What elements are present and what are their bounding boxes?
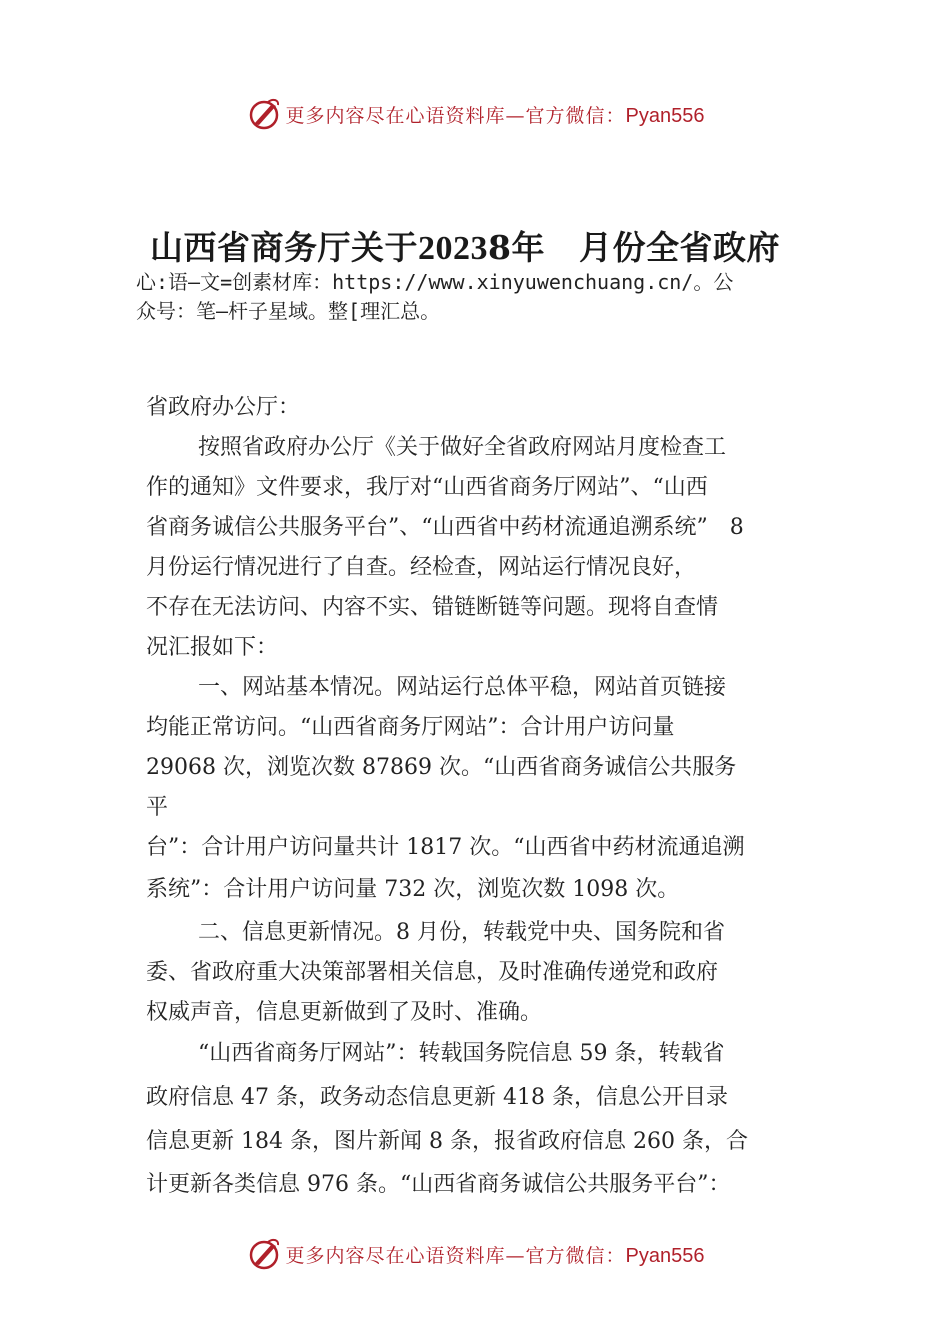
paragraph-line: 权威声音，信息更新做到了及时、准确。 [146,1000,543,1025]
paragraph-line: 计更新各类信息 976 条。“山西省商务诚信公共服务平台”： [146,1172,731,1197]
paragraph-line: 信息更新 184 条，图片新闻 8 条，报省政府信息 260 条，合 [146,1129,748,1154]
salutation: 省政府办公厅： [146,395,301,420]
source-note-line: 心:语—文=创素材库：https://www.xinyuwenchuang.cn/。公 [136,270,734,294]
source-note [136,268,826,326]
paragraph-line: 省商务诚信公共服务平台”、“山西省中药材流通追溯系统” 8 [146,515,744,540]
paragraph-line: 一、网站基本情况。网站运行总体平稳，网站首页链接 [198,675,727,700]
pen-logo-icon [246,1236,282,1272]
paragraph-line: 平 [146,795,169,820]
header-watermark-banner [0,94,950,134]
paragraph-line: 政府信息 47 条，政务动态信息更新 418 条，信息公开目录 [146,1085,728,1110]
source-note-line: 众号：笔—杆子星域。整[理汇总。 [136,299,441,323]
banner-text: 更多内容尽在心语资料库—官方微信：Pyan556 [285,1244,705,1267]
paragraph-line: 均能正常访问。“山西省商务厅网站”：合计用户访问量 [146,715,675,740]
paragraph-line: 系统”：合计用户访问量 732 次，浏览次数 1098 次。 [146,877,680,902]
paragraph-line: 按照省政府办公厅《关于做好全省政府网站月度检查工 [198,435,727,460]
paragraph-line: 29068 次，浏览次数 87869 次。“山西省商务诚信公共服务 [146,755,737,780]
paragraph-line: “山西省商务厅网站”：转载国务院信息 59 条，转载省 [198,1041,725,1066]
footer-watermark-banner [0,1234,950,1274]
paragraph-line: 月份运行情况进行了自查。经检查，网站运行情况良好， [146,555,697,580]
document-title: 山西省商务厅关于20238年 月份全省政府 [150,228,780,267]
paragraph-line: 作的通知》文件要求，我厅对“山西省商务厅网站”、“山西 [146,475,708,500]
paragraph-line: 台”：合计用户访问量共计 1817 次。“山西省中药材流通追溯 [146,835,745,860]
paragraph-line: 二、信息更新情况。8 月份，转载党中央、国务院和省 [198,920,725,945]
pen-logo-icon [246,96,282,132]
paragraph-line: 委、省政府重大决策部署相关信息，及时准确传递党和政府 [146,960,719,985]
paragraph-line: 不存在无法访问、内容不实、错链断链等问题。现将自查情 [146,595,719,620]
paragraph-line: 况汇报如下： [146,635,279,660]
banner-text: 更多内容尽在心语资料库—官方微信：Pyan556 [285,104,705,127]
